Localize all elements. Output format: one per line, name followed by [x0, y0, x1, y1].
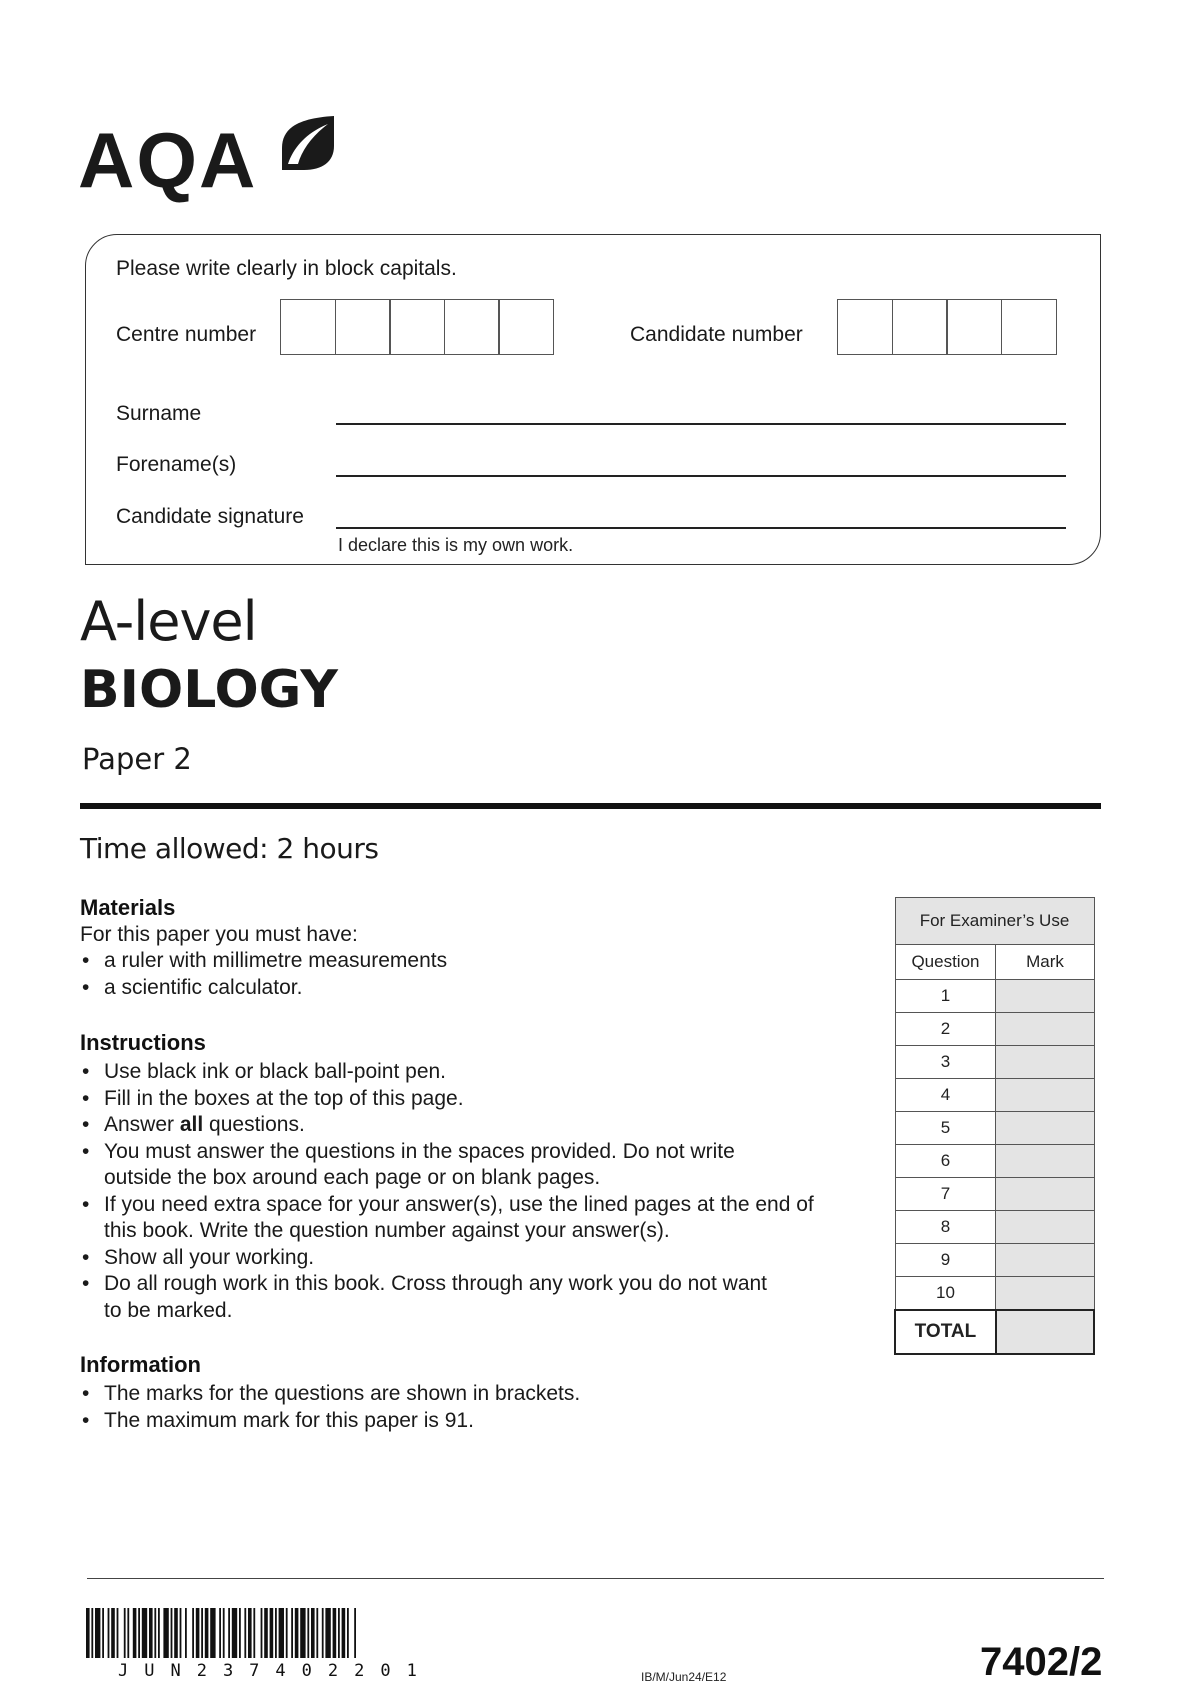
- barcode-number: JUN237402201: [118, 1661, 433, 1681]
- table-row: [895, 1211, 1094, 1244]
- instructions-list: [80, 1059, 880, 1324]
- list-item-line: to be marked.: [104, 1298, 233, 1322]
- materials-list: [80, 948, 860, 1001]
- surname-label: Surname: [116, 402, 202, 425]
- candidate-number-boxes[interactable]: [837, 299, 1055, 355]
- answer-bold: all: [179, 1113, 204, 1136]
- logo-text: AQA: [78, 116, 258, 204]
- block-capitals-instruction: Please write clearly in block capitals.: [116, 257, 457, 280]
- table-row: [895, 1112, 1094, 1145]
- information-section: [80, 1352, 860, 1434]
- materials-intro: For this paper you must have:: [80, 923, 358, 946]
- instructions-heading: Instructions: [80, 1030, 206, 1055]
- candidate-number-digit[interactable]: [946, 299, 1002, 355]
- centre-number-digit[interactable]: [335, 299, 391, 355]
- list-item: • Show all your working.: [80, 1245, 880, 1272]
- forenames-line[interactable]: [336, 475, 1066, 477]
- mark-cell: [996, 1112, 1094, 1145]
- total-mark-cell: [996, 1310, 1094, 1354]
- mark-cell: [996, 1046, 1094, 1079]
- table-row: [895, 1277, 1094, 1311]
- information-list: [80, 1381, 860, 1434]
- mark-cell: [996, 1277, 1094, 1311]
- question-number: 8: [895, 1211, 996, 1244]
- materials-heading: Materials: [80, 895, 176, 920]
- list-item-line: outside the box around each page or on blank pages.: [104, 1166, 601, 1189]
- table-row: [895, 980, 1094, 1013]
- mark-cell: [996, 1178, 1094, 1211]
- candidate-details-box: [85, 234, 1101, 565]
- question-number: 1: [895, 980, 996, 1013]
- list-item-line: Do all rough work in this book. Cross through any work you do not want: [104, 1272, 768, 1295]
- materials-section: [80, 895, 860, 1001]
- list-item: • a scientific calculator.: [80, 975, 860, 1002]
- table-row: [895, 1079, 1094, 1112]
- logo-leaf-icon: [278, 112, 338, 176]
- barcode-icon: [86, 1608, 471, 1660]
- question-number: 10: [895, 1277, 996, 1311]
- candidate-number-digit[interactable]: [892, 299, 948, 355]
- list-item: [80, 1192, 880, 1245]
- signature-line[interactable]: [336, 527, 1066, 529]
- question-number: 6: [895, 1145, 996, 1178]
- question-number: 9: [895, 1244, 996, 1277]
- examiner-use-table: [894, 897, 1095, 1355]
- table-row: [895, 1178, 1094, 1211]
- mark-cell: [996, 1244, 1094, 1277]
- time-allowed: Time allowed: 2 hours: [80, 832, 379, 865]
- list-item: • Use black ink or black ball-point pen.: [80, 1059, 880, 1086]
- qualification-level: A-level: [80, 590, 257, 653]
- question-number: 2: [895, 1013, 996, 1046]
- centre-number-boxes[interactable]: [280, 299, 553, 355]
- list-item: • Fill in the boxes at the top of this page.: [80, 1086, 880, 1113]
- centre-number-digit[interactable]: [498, 299, 554, 355]
- candidate-number-label: Candidate number: [630, 323, 803, 346]
- signature-label: Candidate signature: [116, 505, 304, 528]
- answer-suffix: questions.: [203, 1113, 305, 1136]
- footer-divider: [87, 1578, 1104, 1579]
- table-row: [895, 1244, 1094, 1277]
- list-item: • The marks for the questions are shown in brackets.: [80, 1381, 860, 1408]
- list-item-line: If you need extra space for your answer(s), use the lined pages at the end of: [104, 1192, 814, 1216]
- candidate-number-digit[interactable]: [837, 299, 893, 355]
- mark-column-header: Mark: [996, 945, 1094, 980]
- information-heading: Information: [80, 1352, 201, 1377]
- question-number: 4: [895, 1079, 996, 1112]
- list-item-line: this book. Write the question number against your answer(s).: [104, 1219, 670, 1242]
- total-row: [895, 1310, 1094, 1354]
- list-item-line: You must answer the questions in the spaces provided. Do not write: [104, 1139, 735, 1163]
- list-item: [80, 1112, 880, 1139]
- paper-code: 7402/2: [980, 1640, 1103, 1684]
- question-number: 5: [895, 1112, 996, 1145]
- centre-number-digit[interactable]: [280, 299, 336, 355]
- table-row: [895, 1013, 1094, 1046]
- forenames-label: Forename(s): [116, 453, 237, 476]
- candidate-number-digit[interactable]: [1001, 299, 1057, 355]
- mark-cell: [996, 1211, 1094, 1244]
- list-item: [80, 1139, 880, 1192]
- total-label: TOTAL: [895, 1310, 996, 1354]
- table-row: [895, 1046, 1094, 1079]
- mark-cell: [996, 1013, 1094, 1046]
- instructions-section: [80, 1030, 880, 1324]
- centre-number-digit[interactable]: [389, 299, 445, 355]
- list-item: • The maximum mark for this paper is 91.: [80, 1408, 860, 1435]
- mark-cell: [996, 1079, 1094, 1112]
- table-row: [895, 1145, 1094, 1178]
- subject-title: BIOLOGY: [80, 660, 338, 720]
- answer-prefix: Answer: [104, 1113, 180, 1136]
- aqa-logo: [78, 112, 348, 202]
- surname-line[interactable]: [336, 423, 1066, 425]
- centre-number-digit[interactable]: [444, 299, 500, 355]
- title-divider: [80, 803, 1101, 809]
- mark-cell: [996, 1145, 1094, 1178]
- document-reference: IB/M/Jun24/E12: [641, 1670, 727, 1684]
- question-number: 7: [895, 1178, 996, 1211]
- question-column-header: Question: [895, 945, 996, 980]
- centre-number-label: Centre number: [116, 323, 257, 346]
- paper-number: Paper 2: [82, 742, 192, 776]
- declaration-text: I declare this is my own work.: [338, 535, 574, 555]
- mark-cell: [996, 980, 1094, 1013]
- examiner-table-title: For Examiner’s Use: [895, 898, 1094, 945]
- question-number: 3: [895, 1046, 996, 1079]
- list-item: • a ruler with millimetre measurements: [80, 948, 860, 975]
- list-item: [80, 1271, 880, 1324]
